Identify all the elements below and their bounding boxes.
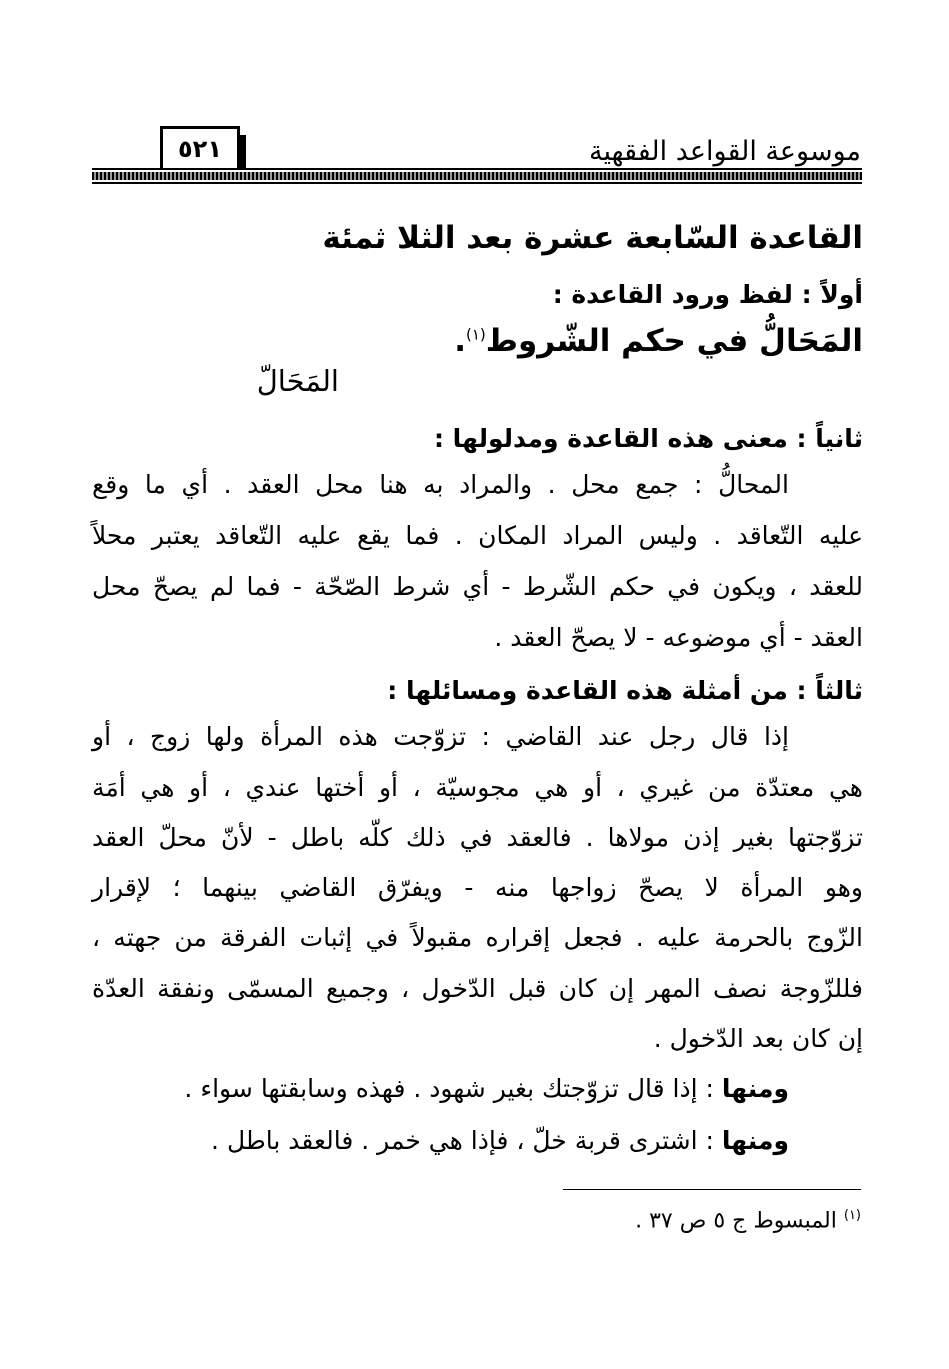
footnote-separator	[563, 1189, 861, 1190]
rule-statement-text: المَحَالُّ في حكم الشّروط	[485, 323, 863, 359]
paragraph-line: الزّوج بالحرمة عليه . فجعل إقراره مقبولاً في إثبات الفرقة من جهته ،	[92, 923, 863, 952]
section-heading-2: ثانياً : معنى هذه القاعدة ومدلولها :	[433, 424, 863, 453]
paragraph-line: فللزّوجة نصف المهر إن كان قبل الدّخول ، وجميع المسمّى ونفقة العدّة	[92, 974, 863, 1003]
page-number-box	[160, 126, 240, 168]
footnote	[635, 1208, 861, 1233]
example-line	[184, 1074, 789, 1103]
rule-title: القاعدة السّابعة عشرة بعد الثلا ثمئة	[322, 220, 863, 256]
running-header-title: موسوعة القواعد الفقهية	[589, 136, 861, 167]
paragraph-line: للعقد ، ويكون في حكم الشّرط - أي شرط الصّحّة - فما لم يصحّ محل	[92, 572, 863, 601]
header-rule-bottom	[92, 182, 862, 184]
footnote-marker: (١)	[843, 1208, 861, 1223]
section-heading-3: ثالثاً : من أمثلة هذه القاعدة ومسائلها :	[387, 676, 863, 705]
example-line	[211, 1126, 789, 1155]
keyword-term: المَحَالّ	[256, 364, 339, 398]
paragraph-line: العقد - أي موضوعه - لا يصحّ العقد .	[494, 623, 863, 652]
page-number: ٥٢١	[178, 134, 222, 163]
header-rule-hatched	[92, 172, 862, 180]
paragraph-line: هي معتدّة من غيري ، أو هي مجوسيّة ، أو أختها عندي ، أو هي أمَة	[92, 773, 863, 802]
paragraph-line: المحالُّ : جمع محل . والمراد به هنا محل العقد . أي ما وقع	[92, 470, 789, 499]
rule-statement	[454, 323, 863, 359]
rule-statement-end: .	[454, 323, 466, 359]
paragraph-line: عليه التّعاقد . وليس المراد المكان . فما يقع عليه التّعاقد يعتبر محلاً	[92, 521, 863, 550]
example-text: : اشترى قربة خلّ ، فإذا هي خمر . فالعقد باطل .	[211, 1126, 722, 1155]
paragraph-line: إن كان بعد الدّخول .	[653, 1024, 863, 1053]
section-heading-1: أولاً : لفظ ورود القاعدة :	[552, 280, 863, 309]
footnote-ref: (١)	[466, 325, 486, 344]
paragraph-line: تزوّجتها بغير إذن مولاها . فالعقد في ذلك كلّه باطل - لأنّ محلّ العقد	[92, 823, 863, 852]
paragraph-line: إذا قال رجل عند القاضي : تزوّجت هذه المرأة ولها زوج ، أو	[92, 722, 789, 751]
header-rule-top	[92, 168, 862, 170]
footnote-text: المبسوط ج ٥ ص ٣٧ .	[635, 1208, 844, 1234]
example-label: ومنها	[721, 1074, 789, 1103]
paragraph-line: وهو المرأة لا يصحّ زواجها منه - ويفرّق القاضي بينهما ؛ لإقرار	[92, 873, 863, 902]
example-text: : إذا قال تزوّجتك بغير شهود . فهذه وسابقتها سواء .	[184, 1074, 722, 1103]
example-label: ومنها	[721, 1126, 789, 1155]
